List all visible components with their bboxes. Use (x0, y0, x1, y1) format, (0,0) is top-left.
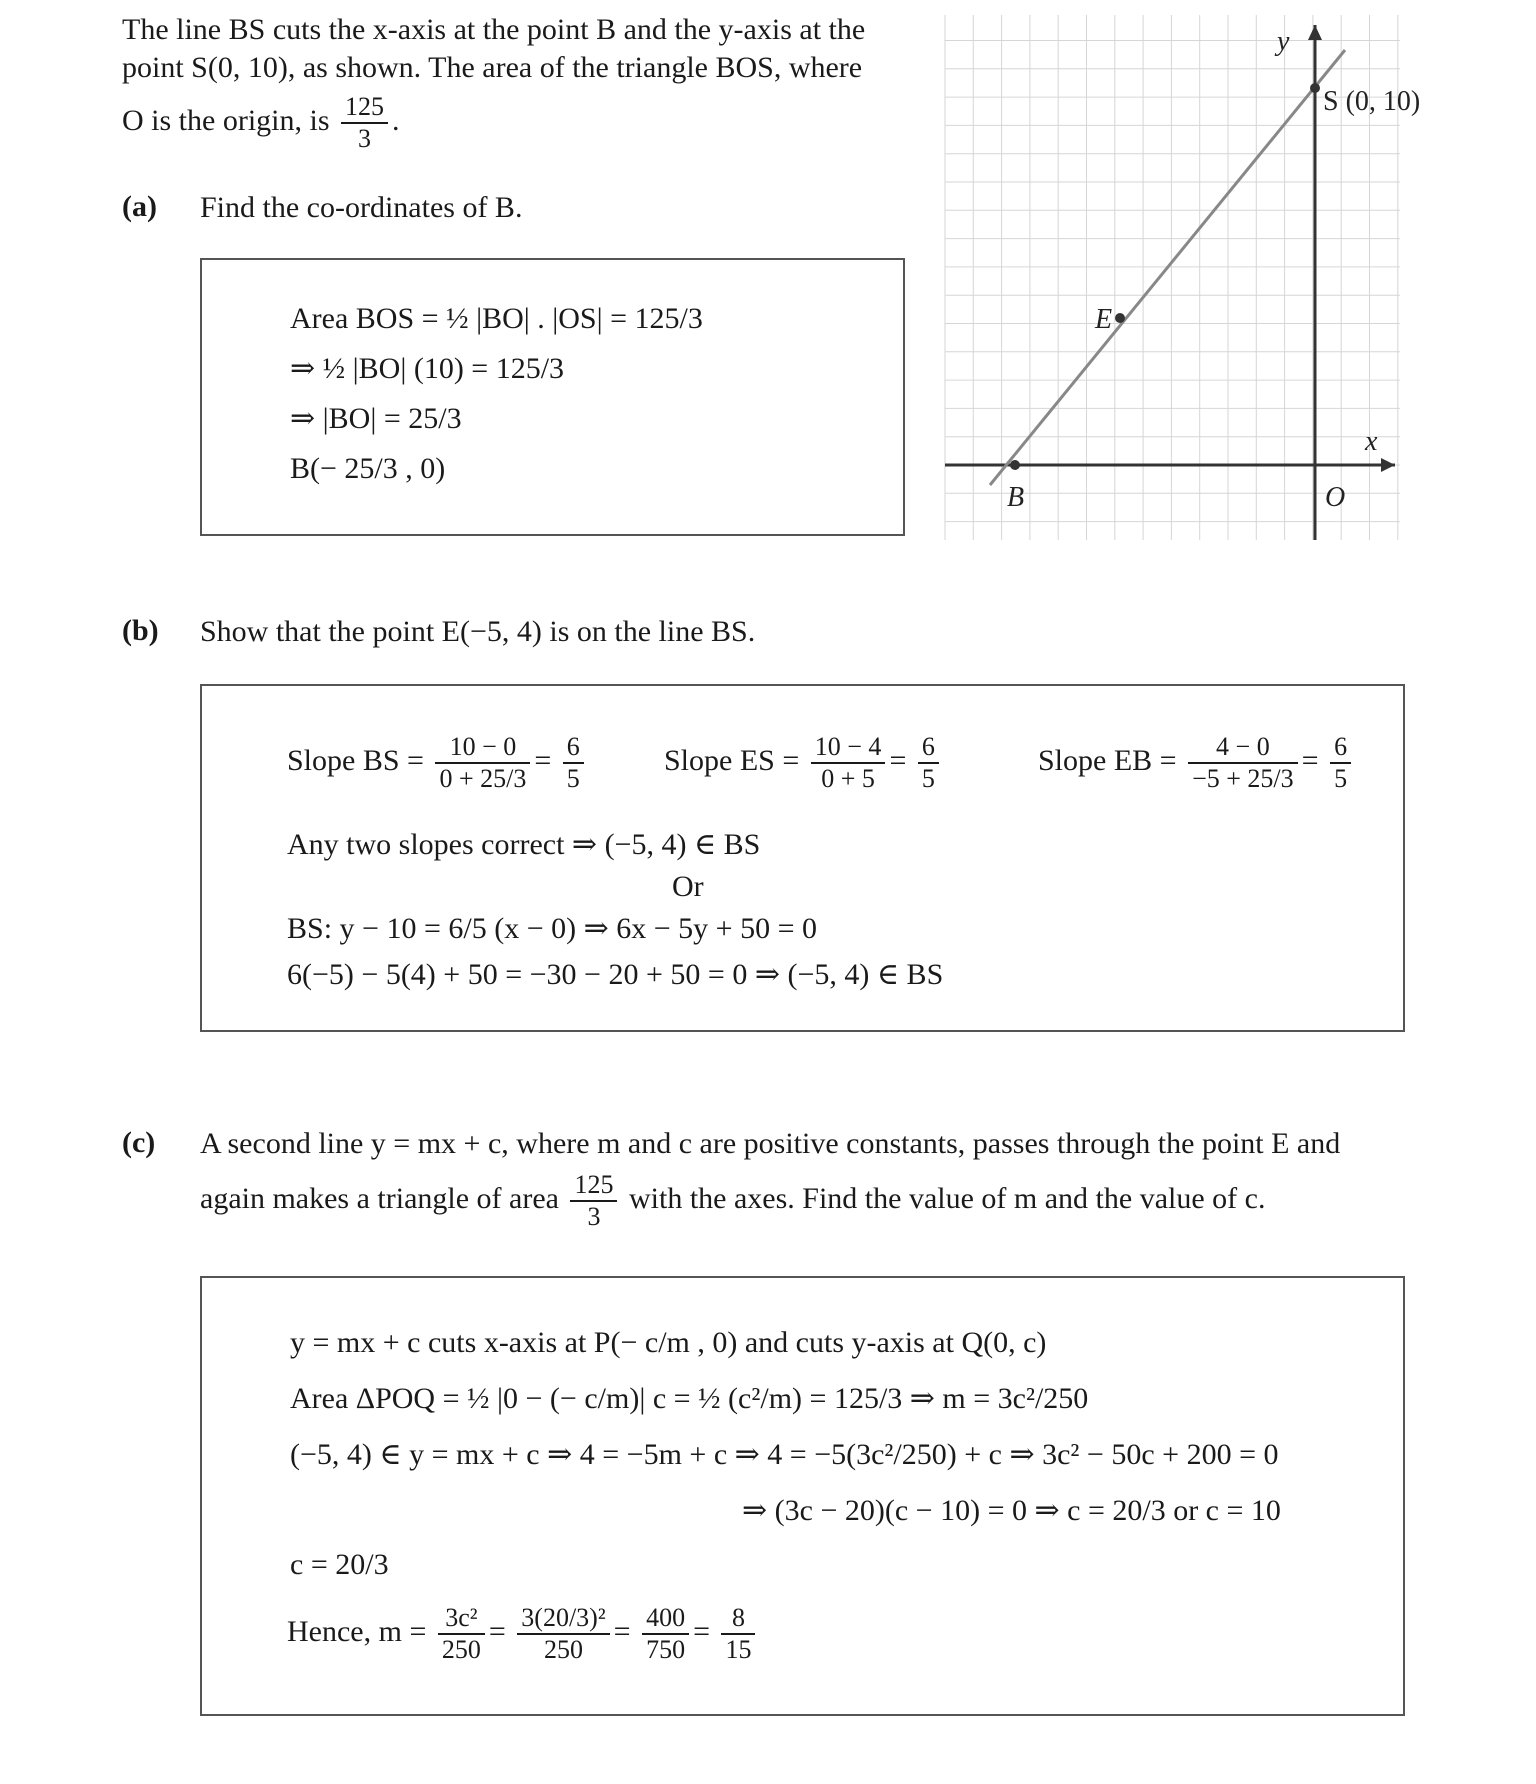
intro-area-numerator: 125 (341, 92, 388, 124)
slope-eb-fraction-2 (1330, 732, 1351, 794)
slope-eb-num-2: 6 (1330, 732, 1351, 764)
final-den-4: 15 (725, 1635, 752, 1664)
intro-line-3-end: . (392, 103, 400, 137)
part-b-answer-line-2: BS: y − 10 = 6/5 (x − 0) ⇒ 6x − 5y + 50 = 0 (287, 912, 817, 945)
origin-label: O (1325, 482, 1346, 513)
slope-es-num-2: 6 (918, 732, 939, 764)
slope-bs-num-2: 6 (563, 732, 584, 764)
final-num-2: 3(20/3)² (517, 1603, 609, 1635)
intro-line-3 (122, 92, 400, 154)
slope-eb-den-2: 5 (1334, 764, 1348, 793)
part-c-answer-line-5: c = 20/3 (290, 1548, 389, 1581)
slope-bs-den-2: 5 (566, 764, 580, 793)
slope-es-prefix: Slope ES = (664, 743, 800, 777)
slope-es-num-1: 10 − 4 (811, 732, 886, 764)
final-fraction-4 (721, 1603, 755, 1665)
part-b-question: Show that the point E(−5, 4) is on the line BS. (200, 615, 756, 648)
part-b-answer-line-3: 6(−5) − 5(4) + 50 = −30 − 20 + 50 = 0 ⇒ (−5, 4) ∈ BS (287, 958, 944, 991)
final-den-3: 750 (646, 1635, 686, 1664)
part-c-question-line-2-end: with the axes. Find the value of m and the value of c. (628, 1181, 1266, 1215)
slope-eb-den-1: −5 + 25/3 (1192, 764, 1294, 793)
slope-es-fraction-1 (811, 732, 886, 794)
part-c-question-line-2 (200, 1170, 1265, 1232)
final-den-2: 250 (543, 1635, 583, 1664)
intro-area-denominator: 3 (358, 124, 371, 153)
final-num-3: 400 (642, 1603, 689, 1635)
point-b (1010, 460, 1020, 470)
part-b-answer-or: Or (672, 870, 704, 903)
part-c-answer-line-4: ⇒ (3c − 20)(c − 10) = 0 ⇒ c = 20/3 or c = 10 (742, 1494, 1281, 1527)
point-s (1310, 83, 1320, 93)
slope-bs: Slope BS = $\frac{10 - 0}{0 + 25/3}$ = $\frac{6}{5}$ (287, 732, 588, 794)
part-a-answer-line-4: B(− 25/3 , 0) (290, 452, 446, 485)
slope-es-fraction-2 (918, 732, 939, 794)
part-a-question: Find the co-ordinates of B. (200, 191, 523, 224)
point-e (1115, 313, 1125, 323)
part-c-final-answer: Hence, m = $\frac{\text{3c²}}{250}$ = $\frac{\text{3(20/3)²}}{250}$ = $\frac{400}{750}$ = $\frac{8}{15}$ (287, 1603, 759, 1665)
part-c-answer-line-2: Area ΔPOQ = ½ |0 − (− c/m)| c = ½ (c²/m) = 125/3 ⇒ m = 3c²/250 (290, 1382, 1089, 1415)
part-a-label: (a) (122, 190, 157, 223)
part-b-label: (b) (122, 614, 159, 647)
intro-line-1: The line BS cuts the x-axis at the point B and the y-axis at the (122, 13, 866, 46)
coordinate-graph (935, 10, 1421, 540)
y-axis-arrow-icon (1308, 25, 1322, 40)
slope-bs-fraction-1 (435, 732, 530, 794)
part-a-answer-line-3: ⇒ |BO| = 25/3 (290, 402, 462, 435)
slope-bs-fraction-2 (563, 732, 584, 794)
slope-es: Slope ES = $\frac{10 - 4}{0 + 5}$ = $\frac{6}{5}$ (664, 732, 943, 794)
point-e-label: E (1095, 304, 1113, 335)
intro-line-3-text: O is the origin, is (122, 103, 330, 137)
part-b-answer-box (200, 684, 1405, 1032)
final-fraction-1 (438, 1603, 485, 1665)
y-axis-label: y (1277, 26, 1290, 57)
final-num-4: 8 (721, 1603, 755, 1635)
slope-eb-fraction-1 (1188, 732, 1298, 794)
part-c-area-denominator: 3 (587, 1202, 601, 1231)
part-c-question-line-2-start: again makes a triangle of area (200, 1181, 559, 1215)
part-b-answer-line-1: Any two slopes correct ⇒ (−5, 4) ∈ BS (287, 828, 761, 861)
slope-bs-num-1: 10 − 0 (435, 732, 530, 764)
final-den-1: 250 (441, 1635, 481, 1664)
final-fraction-3 (642, 1603, 689, 1665)
part-c-area-fraction (570, 1170, 617, 1232)
slope-eb: Slope EB = $\frac{4 - 0}{-5 + 25/3}$ = $\frac{6}{5}$ (1038, 732, 1355, 794)
part-a-answer-box (200, 258, 905, 536)
slope-es-den-2: 5 (921, 764, 935, 793)
line-bs (990, 50, 1345, 485)
point-b-label: B (1007, 482, 1025, 513)
slope-eb-prefix: Slope EB = (1038, 743, 1177, 777)
intro-area-fraction (341, 92, 388, 154)
part-a-answer-line-1: Area BOS = ½ |BO| . |OS| = 125/3 (290, 302, 703, 335)
part-c-answer-line-3: (−5, 4) ∈ y = mx + c ⇒ 4 = −5m + c ⇒ 4 = −5(3c²/250) + c ⇒ 3c² − 50c + 200 = 0 (290, 1438, 1279, 1471)
slope-bs-prefix: Slope BS = (287, 743, 424, 777)
part-c-answer-box (200, 1276, 1405, 1716)
slope-bs-den-1: 0 + 25/3 (439, 764, 527, 793)
part-c-answer-line-1: y = mx + c cuts x-axis at P(− c/m , 0) and cuts y-axis at Q(0, c) (290, 1326, 1047, 1359)
final-num-1: 3c² (438, 1603, 485, 1635)
x-axis-arrow-icon (1381, 458, 1395, 472)
point-s-label: S (0, 10) (1323, 86, 1421, 117)
part-c-area-numerator: 125 (570, 1170, 617, 1202)
slope-eb-num-1: 4 − 0 (1188, 732, 1298, 764)
intro-line-2: point S(0, 10), as shown. The area of the triangle BOS, where (122, 51, 863, 84)
final-fraction-2 (517, 1603, 609, 1665)
slope-es-den-1: 0 + 5 (821, 764, 875, 793)
x-axis-label: x (1365, 426, 1378, 457)
part-c-final-prefix: Hence, m = (287, 1614, 427, 1648)
part-a-answer-line-2: ⇒ ½ |BO| (10) = 125/3 (290, 352, 565, 385)
part-c-question-line-1: A second line y = mx + c, where m and c are positive constants, passes through the point E and (200, 1127, 1341, 1160)
part-c-label: (c) (122, 1126, 156, 1159)
